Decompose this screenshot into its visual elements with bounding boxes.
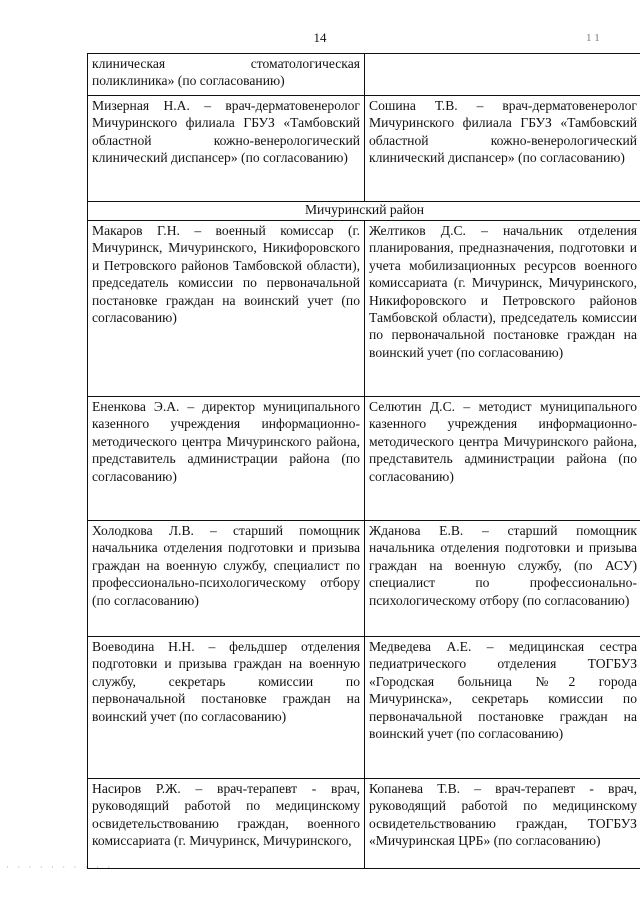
table-row xyxy=(88,54,640,96)
member-cell: Воеводина Н.Н. – фельдшер отделения подготовки и призыва граждан на военную службу, секретарь комиссии по первоначальной постановке граждан на воинский учет (по согласованию) xyxy=(88,637,365,779)
corner-mark: 1 1 xyxy=(586,32,600,44)
member-cell: Насиров Р.Ж. – врач-терапевт - врач, руководящий работой по медицинскому освидетельствованию граждан, военного комиссариата (г. Мичуринск, Мичуринского, xyxy=(88,779,365,869)
table-row xyxy=(88,637,640,779)
section-row xyxy=(88,202,640,221)
substitute-cell: Жданова Е.В. – старший помощник начальника отделения подготовки и призыва граждан на военную службу, (по АСУ) специалист по профессионально-психологическому отбору (по согласованию) xyxy=(365,521,640,637)
substitute-cell: Копанева Т.В. – врач-терапевт - врач, руководящий работой по медицинскому освидетельствованию граждан, ТОГБУЗ «Мичуринская ЦРБ» (по согласованию) xyxy=(365,779,640,869)
page-number: 14 xyxy=(313,30,327,45)
substitute-cell: Желтиков Д.С. – начальник отделения планирования, предназначения, подготовки и учета мобилизационных ресурсов военного комиссариата (г. Мичуринск, Мичуринского, Никифоровского и Петровского районов Тамбовской области), председатель комиссии по первоначальной постановке граждан на воинский учет (по согласованию) xyxy=(365,221,640,397)
table-row xyxy=(88,96,640,202)
table-row xyxy=(88,397,640,521)
table-row xyxy=(88,221,640,397)
table-row xyxy=(88,521,640,637)
member-cell: клиническая стоматологическая поликлиника» (по согласованию) xyxy=(88,54,365,96)
substitute-cell: Медведева А.Е. – медицинская сестра педиатрического отделения ТОГБУЗ «Городская больница №2 города Мичуринска», секретарь комиссии по первоначальной постановке граждан на воинский учет (по согласованию) xyxy=(365,637,640,779)
member-cell: Ененкова Э.А. – директор муниципального казенного учреждения информационно-методического центра Мичуринского района, представитель администрации района (по согласованию) xyxy=(88,397,365,521)
substitute-cell xyxy=(365,54,640,96)
commission-table xyxy=(87,53,640,869)
section-heading: Мичуринский район xyxy=(88,202,640,221)
member-cell: Холодкова Л.В. – старший помощник начальника отделения подготовки и призыва граждан на военную службу, специалист по профессионально-психологическому отбору (по согласованию) xyxy=(88,521,365,637)
member-cell: Макаров Г.Н. – военный комиссар (г. Мичуринск, Мичуринского, Никифоровского и Петровского районов Тамбовской области), председатель комиссии по первоначальной постановке граждан на воинский учет (по согласованию) xyxy=(88,221,365,397)
member-cell: Мизерная Н.А. – врач-дерматовенеролог Мичуринского филиала ГБУЗ «Тамбовский областной кожно-венерологический клинический диспансер» (по согласованию) xyxy=(88,96,365,202)
table-row xyxy=(88,779,640,869)
substitute-cell: Селютин Д.С. – методист муниципального казенного учреждения информационно-методического центра Мичуринского района, представитель администрации района (по согласованию) xyxy=(365,397,640,521)
substitute-cell: Сошина Т.В. – врач-дерматовенеролог Мичуринского филиала ГБУЗ «Тамбовский областной кожно-венерологический клинический диспансер» (по согласованию) xyxy=(365,96,640,202)
scan-artifact: · · · · · · · · · · xyxy=(6,862,114,872)
